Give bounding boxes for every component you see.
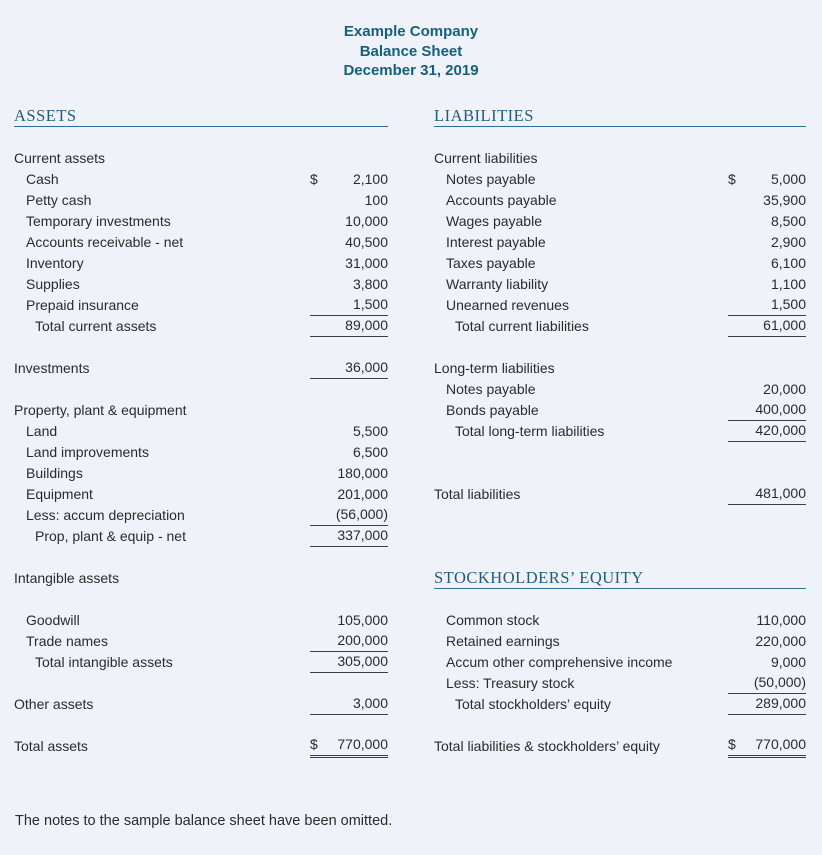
account-value — [728, 316, 806, 337]
spacer-row — [434, 715, 806, 736]
account-value — [728, 191, 806, 210]
account-label: Accounts payable — [446, 191, 557, 208]
account-row — [434, 232, 806, 253]
account-row — [434, 631, 806, 652]
account-value — [728, 212, 806, 231]
account-value — [728, 673, 806, 694]
account-value — [310, 694, 388, 715]
amount: 8,500 — [770, 212, 806, 229]
account-row — [14, 694, 388, 715]
spacer-row — [434, 505, 806, 526]
account-label: Intangible assets — [14, 569, 120, 586]
account-row — [14, 421, 388, 442]
account-label: Retained earnings — [446, 632, 560, 649]
statement-columns — [0, 106, 822, 757]
account-label: Trade names — [26, 632, 108, 649]
account-label: Long-term liabilities — [434, 359, 555, 376]
account-row — [14, 316, 388, 337]
spacer-row — [14, 337, 388, 358]
account-label: Total assets — [14, 737, 88, 754]
account-label: Less: Treasury stock — [446, 674, 575, 691]
amount: 105,000 — [337, 611, 388, 628]
amount: 1,100 — [770, 275, 806, 292]
account-row — [14, 169, 388, 190]
column-gap — [388, 106, 434, 757]
section-heading-row — [14, 106, 388, 127]
account-label: Total current assets — [35, 317, 157, 334]
account-row — [434, 736, 806, 757]
amount: 180,000 — [337, 464, 388, 481]
account-row — [14, 568, 388, 589]
currency-symbol: $ — [310, 735, 318, 752]
account-row — [14, 148, 388, 169]
account-label: Petty cash — [26, 191, 92, 208]
amount: 481,000 — [755, 484, 806, 501]
account-label: Equipment — [26, 485, 93, 502]
amount: 2,900 — [770, 233, 806, 250]
account-row — [434, 358, 806, 379]
account-value — [310, 505, 388, 526]
amount: 35,900 — [763, 191, 806, 208]
account-value — [728, 484, 806, 505]
account-value — [728, 421, 806, 442]
account-label: Current liabilities — [434, 149, 538, 166]
amount: (56,000) — [335, 505, 388, 522]
amount: 61,000 — [763, 316, 806, 333]
account-label: Prop, plant & equip - net — [35, 527, 186, 544]
section-heading-row — [434, 568, 806, 589]
amount: 40,500 — [345, 233, 388, 250]
amount: 220,000 — [755, 632, 806, 649]
account-row — [14, 631, 388, 652]
account-label: Less: accum depreciation — [26, 506, 185, 523]
account-row — [14, 274, 388, 295]
section-heading: ASSETS — [14, 105, 77, 125]
account-value — [310, 611, 388, 630]
account-value — [728, 380, 806, 399]
account-value — [310, 422, 388, 441]
account-row — [434, 673, 806, 694]
spacer-row — [434, 526, 806, 547]
account-label: Total liabilities — [434, 485, 521, 502]
spacer-row — [14, 547, 388, 568]
amount: 3,800 — [352, 275, 388, 292]
account-label: Temporary investments — [26, 212, 171, 229]
amount: 400,000 — [755, 400, 806, 417]
spacer-row — [14, 379, 388, 400]
amount: 89,000 — [345, 316, 388, 333]
section-heading: STOCKHOLDERS’ EQUITY — [434, 567, 644, 587]
account-value — [310, 652, 388, 673]
account-row — [434, 253, 806, 274]
amount: 337,000 — [337, 526, 388, 543]
account-row — [434, 694, 806, 715]
amount: 2,100 — [352, 170, 388, 187]
account-value — [728, 254, 806, 273]
account-label: Land — [26, 422, 58, 439]
account-row — [14, 484, 388, 505]
account-label: Unearned revenues — [446, 296, 569, 313]
account-label: Taxes payable — [446, 254, 536, 271]
account-value — [310, 358, 388, 379]
account-label: Total long-term liabilities — [455, 422, 605, 439]
section-heading: LIABILITIES — [434, 105, 534, 125]
account-value — [310, 275, 388, 294]
account-value — [310, 631, 388, 652]
account-row — [434, 610, 806, 631]
account-label: Interest payable — [446, 233, 546, 250]
account-value — [310, 233, 388, 252]
spacer-row — [14, 715, 388, 736]
account-row — [14, 211, 388, 232]
report-date: December 31, 2019 — [343, 62, 479, 79]
account-label: Supplies — [26, 275, 80, 292]
amount: 3,000 — [352, 694, 388, 711]
amount: 10,000 — [345, 212, 388, 229]
amount: 6,100 — [770, 254, 806, 271]
account-label: Total liabilities & stockholders’ equity — [434, 737, 660, 754]
account-value — [310, 170, 388, 189]
account-row — [434, 652, 806, 673]
account-row — [14, 526, 388, 547]
account-value — [728, 295, 806, 316]
account-value — [310, 485, 388, 504]
account-label: Current assets — [14, 149, 106, 166]
account-label: Accum other comprehensive income — [446, 653, 673, 670]
account-label: Property, plant & equipment — [14, 401, 187, 418]
account-row — [14, 253, 388, 274]
account-value — [728, 735, 806, 758]
amount: 9,000 — [770, 653, 806, 670]
amount: (50,000) — [753, 673, 806, 690]
section-heading-row — [434, 106, 806, 127]
amount: 6,500 — [352, 443, 388, 460]
liabilities-equity-column — [434, 106, 806, 757]
account-value — [728, 653, 806, 672]
account-label: Buildings — [26, 464, 83, 481]
account-value — [310, 443, 388, 462]
account-label: Total intangible assets — [35, 653, 173, 670]
account-row — [434, 316, 806, 337]
account-row — [14, 463, 388, 484]
spacer-row — [434, 337, 806, 358]
account-label: Other assets — [14, 695, 94, 712]
company-name: Example Company — [343, 23, 479, 40]
account-row — [434, 190, 806, 211]
amount: 5,000 — [770, 170, 806, 187]
account-row — [14, 295, 388, 316]
account-value — [310, 254, 388, 273]
amount: 110,000 — [756, 611, 806, 628]
assets-column — [14, 106, 388, 757]
spacer-row — [14, 127, 388, 148]
account-value — [310, 212, 388, 231]
account-label: Investments — [14, 359, 90, 376]
spacer-row — [434, 547, 806, 568]
amount: 5,500 — [352, 422, 388, 439]
amount: 770,000 — [337, 735, 388, 752]
account-row — [14, 442, 388, 463]
account-row — [434, 295, 806, 316]
account-label: Bonds payable — [446, 401, 539, 418]
account-value — [728, 400, 806, 421]
spacer-row — [434, 589, 806, 610]
account-label: Cash — [26, 170, 59, 187]
account-value — [310, 526, 388, 547]
account-value — [310, 464, 388, 483]
account-row — [14, 736, 388, 757]
account-row — [14, 358, 388, 379]
account-row — [14, 652, 388, 673]
account-row — [434, 421, 806, 442]
amount: 201,000 — [337, 485, 388, 502]
amount: 1,500 — [352, 295, 388, 312]
spacer-row — [434, 442, 806, 463]
account-value — [728, 233, 806, 252]
spacer-row — [14, 589, 388, 610]
account-value — [728, 632, 806, 651]
amount: 305,000 — [337, 652, 388, 669]
spacer-row — [14, 673, 388, 694]
account-value — [728, 694, 806, 715]
amount: 420,000 — [755, 421, 806, 438]
amount: 36,000 — [345, 358, 388, 375]
account-row — [434, 379, 806, 400]
report-header — [0, 0, 822, 81]
amount: 200,000 — [337, 631, 388, 648]
account-label: Notes payable — [446, 170, 536, 187]
account-label: Wages payable — [446, 212, 542, 229]
currency-symbol: $ — [728, 170, 736, 187]
amount: 1,500 — [770, 295, 806, 312]
account-row — [434, 400, 806, 421]
account-row — [434, 274, 806, 295]
account-label: Notes payable — [446, 380, 536, 397]
account-value — [310, 316, 388, 337]
spacer-row — [434, 127, 806, 148]
spacer-row — [434, 463, 806, 484]
amount: 20,000 — [763, 380, 806, 397]
account-label: Warranty liability — [446, 275, 549, 292]
account-label: Goodwill — [26, 611, 80, 628]
account-label: Total stockholders’ equity — [455, 695, 611, 712]
account-row — [434, 169, 806, 190]
account-row — [14, 505, 388, 526]
footnote: The notes to the sample balance sheet have been omitted. — [15, 812, 393, 829]
account-value — [310, 735, 388, 758]
account-value — [310, 295, 388, 316]
account-row — [14, 190, 388, 211]
account-label: Accounts receivable - net — [26, 233, 184, 250]
amount: 770,000 — [755, 735, 806, 752]
account-label: Prepaid insurance — [26, 296, 139, 313]
account-row — [434, 211, 806, 232]
account-row — [14, 610, 388, 631]
account-row — [434, 148, 806, 169]
currency-symbol: $ — [728, 735, 736, 752]
amount: 289,000 — [755, 694, 806, 711]
account-value — [728, 170, 806, 189]
account-value — [728, 275, 806, 294]
currency-symbol: $ — [310, 170, 318, 187]
account-row — [14, 400, 388, 421]
account-row — [434, 484, 806, 505]
report-title: Balance Sheet — [359, 42, 463, 60]
account-row — [14, 232, 388, 253]
account-value — [310, 191, 388, 210]
account-label: Land improvements — [26, 443, 149, 460]
amount: 100 — [364, 191, 388, 208]
account-value — [728, 611, 806, 630]
account-label: Inventory — [26, 254, 84, 271]
account-label: Common stock — [446, 611, 540, 628]
amount: 31,000 — [345, 254, 388, 271]
account-label: Total current liabilities — [455, 317, 589, 334]
